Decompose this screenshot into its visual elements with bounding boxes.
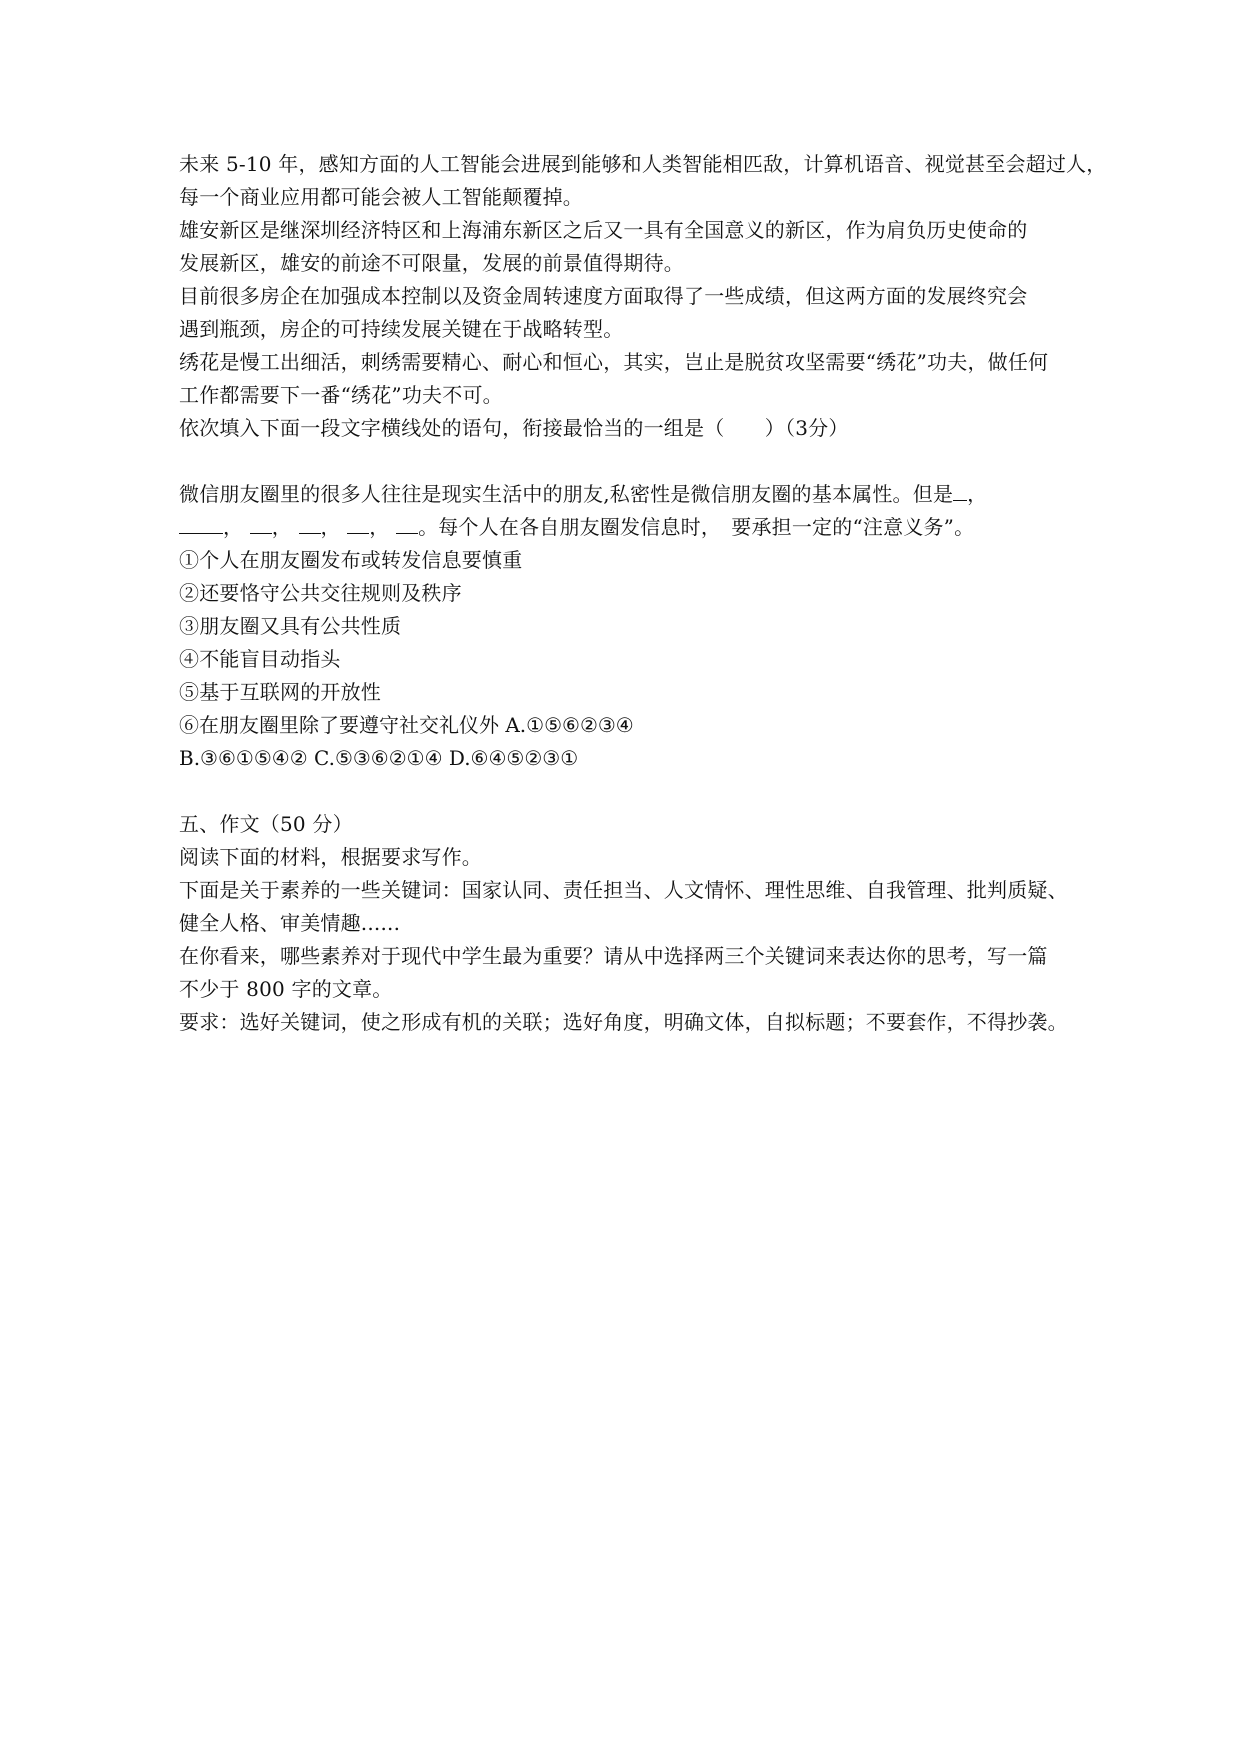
fill-blank [347,517,369,534]
document-page [179,148,1107,1039]
list-item: ⑤基于互联网的开放性 [179,680,381,704]
passage-punct: ， [320,515,341,539]
section-heading: 五、作文（50 分） [179,812,353,836]
list-item: ③朋友圈又具有公共性质 [179,614,402,638]
spacer [179,445,1069,478]
fill-blank [953,484,967,501]
list-item: ④不能盲目动指头 [179,647,341,671]
spacer [179,775,1069,808]
answer-options: B.③⑥①⑤④② C.⑤③⑥②①④ D.⑥④⑤②③① [179,746,579,770]
list-item: ②还要恪守公共交往规则及秩序 [179,581,462,605]
fill-blank [299,517,321,534]
text-line: 绣花是慢工出细活，刺绣需要精心、耐心和恒心，其实，岂止是脱贫攻坚需要“绣花”功夫，做任何 [179,350,1049,374]
text-line: 要求：选好关键词，使之形成有机的关联；选好角度，明确文体，自拟标题；不要套作，不得抄袭。 [179,1010,1068,1034]
passage-punct: ， [271,515,292,539]
text-line: 雄安新区是继深圳经济特区和上海浦东新区之后又一具有全国意义的新区，作为肩负历史使命的 [179,218,1028,242]
question-prompt: 依次填入下面一段文字横线处的语句，衔接最恰当的一组是（ ）（3分） [179,416,849,440]
text-line: 未来 5-10 年，感知方面的人工智能会进展到能够和人类智能相匹敌，计算机语音、视觉甚至会超过人， [179,152,1107,176]
text-line: 不少于 800 字的文章。 [179,977,393,1001]
text-line: 在你看来，哪些素养对于现代中学生最为重要？请从中选择两三个关键词来表达你的思考，写一篇 [179,944,1048,968]
text-line: 发展新区，雄安的前途不可限量，发展的前景值得期待。 [179,251,684,275]
text-line: 健全人格、审美情趣...... [179,911,401,935]
list-item: ①个人在朋友圈发布或转发信息要慎重 [179,548,523,572]
fill-blank [179,517,223,534]
fill-blank [250,517,272,534]
text-line: 遇到瓶颈，房企的可持续发展关键在于战略转型。 [179,317,624,341]
question-passage-line-1 [179,478,1069,511]
passage-punct: ， [369,515,390,539]
passage-punct: ， [967,482,988,506]
passage-punct: ， [223,515,244,539]
text-line: 阅读下面的材料，根据要求写作。 [179,845,482,869]
text-line: 目前很多房企在加强成本控制以及资金周转速度方面取得了一些成绩，但这两方面的发展终究会 [179,284,1028,308]
text-line: 工作都需要下一番“绣花”功夫不可。 [179,383,503,407]
passage-text: 微信朋友圈里的很多人往往是现实生活中的朋友,私密性是微信朋友圈的基本属性。但是 [179,482,954,506]
fill-blank [396,517,418,534]
text-line: 下面是关于素养的一些关键词：国家认同、责任担当、人文情怀、理性思维、自我管理、批判质疑、 [179,878,1068,902]
passage-text: 。每个人在各自朋友圈发信息时， 要承担一定的“注意义务”。 [418,515,975,539]
text-line: 每一个商业应用都可能会被人工智能颠覆掉。 [179,185,583,209]
question-passage-line-2 [179,511,1069,544]
list-item-with-option-a: ⑥在朋友圈里除了要遵守社交礼仪外 A.①⑤⑥②③④ [179,713,634,737]
